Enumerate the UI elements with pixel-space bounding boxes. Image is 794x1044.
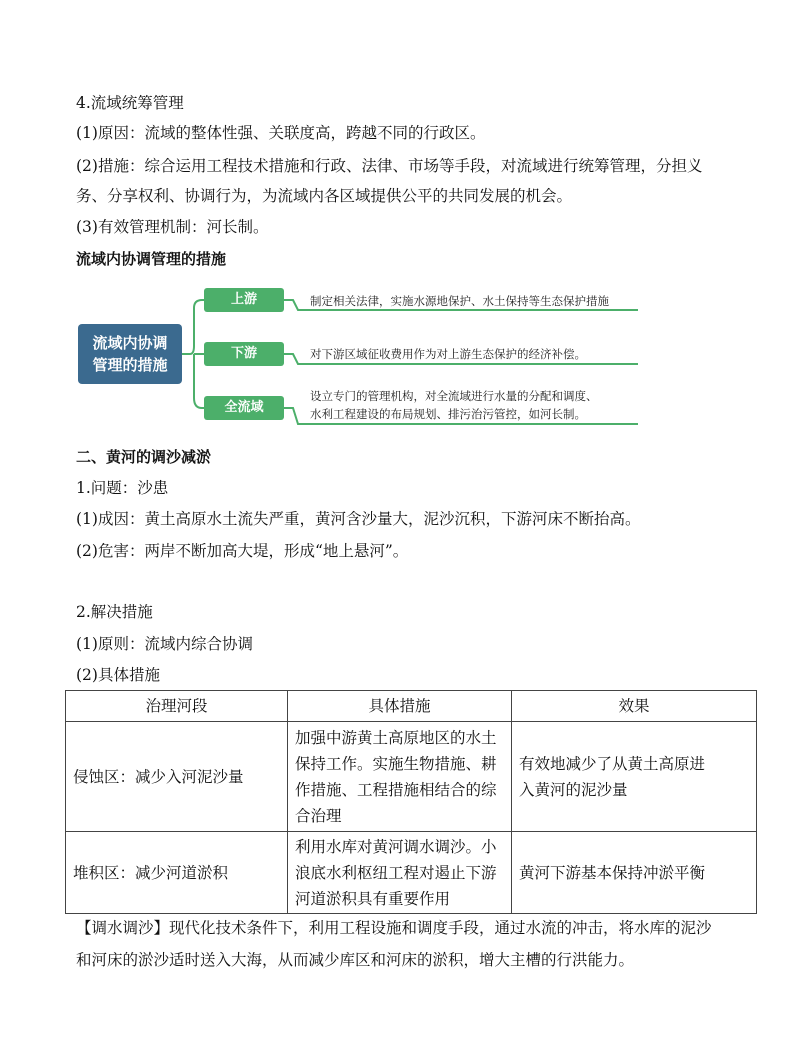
measures-text-line2: 务、分享权利、协调行为，为流域内各区域提供公平的共同发展的机会。 — [76, 187, 573, 205]
section-4-title: 4.流域统筹管理 — [76, 94, 184, 112]
cell-effect-line: 入黄河的泥沙量 — [519, 780, 628, 799]
cell-measure-line: 河道淤积具有重要作用 — [295, 889, 451, 908]
cell-measure-line: 加强中游黄土高原地区的水土 — [295, 728, 497, 747]
cause-text: (1)成因：黄土高原水土流失严重，黄河含沙量大，泥沙沉积，下游河床不断抬高。 — [76, 510, 641, 528]
cell-effect-line: 有效地减少了从黄土高原进 — [519, 754, 706, 773]
tag-whole-basin: 全流域 — [204, 396, 284, 420]
cell-measure-line: 合治理 — [295, 806, 342, 825]
harm-text: (2)危害：两岸不断加高大堤，形成“地上悬河”。 — [76, 542, 409, 560]
cell-effect — [512, 832, 757, 914]
problem-text: 1.问题：沙患 — [76, 479, 169, 497]
cell-segment: 堆积区：减少河道淤积 — [66, 832, 288, 914]
cell-segment: 侵蚀区：减少入河泥沙量 — [66, 722, 288, 832]
reason-text: (1)原因：流域的整体性强、关联度高，跨越不同的行政区。 — [76, 124, 486, 142]
cell-effect-line: 黄河下游基本保持冲淤平衡 — [519, 863, 706, 882]
desc-downstream: 对下游区域征收费用作为对上游生态保护的经济补偿。 — [310, 347, 586, 361]
measures-text-line1: (2)措施：综合运用工程技术措施和行政、法律、市场等手段，对流域进行统筹管理，分担义 — [76, 157, 703, 175]
cell-measure-line: 浪底水利枢纽工程对遏止下游 — [295, 863, 497, 882]
coordination-diagram — [78, 284, 648, 434]
cell-measure-line: 保持工作。实施生物措施、耕 — [295, 754, 497, 773]
desc-upstream: 制定相关法律，实施水源地保护、水土保持等生态保护措施 — [310, 294, 609, 308]
note-line1: 【调水调沙】现代化技术条件下，利用工程设施和调度手段，通过水流的冲击，将水库的泥沙 — [76, 919, 712, 937]
solution-title: 2.解决措施 — [76, 603, 153, 621]
cell-effect — [512, 722, 757, 832]
table-header-row — [66, 691, 757, 722]
measures-table — [65, 690, 757, 914]
cell-measure-line: 作措施、工程措施相结合的综 — [295, 780, 497, 799]
header-measure: 具体措施 — [288, 691, 512, 722]
center-label-line1: 流域内协调 — [92, 334, 168, 352]
desc-whole-basin-line1: 设立专门的管理机构，对全流域进行水量的分配和调度、 — [310, 389, 598, 403]
section-2-title: 二、黄河的调沙减淤 — [76, 448, 212, 466]
table-row — [66, 832, 757, 914]
desc-whole-basin-line2: 水利工程建设的布局规划、排污治污管控，如河长制。 — [310, 407, 586, 421]
principle-text: (1)原则：流域内综合协调 — [76, 635, 253, 653]
tag-downstream: 下游 — [204, 342, 284, 366]
header-segment: 治理河段 — [66, 691, 288, 722]
cell-measure-line: 利用水库对黄河调水调沙。小 — [295, 837, 497, 856]
note-line2: 和河床的淤沙适时送入大海，从而减少库区和河床的淤积，增大主槽的行洪能力。 — [76, 951, 635, 969]
center-box — [78, 324, 182, 384]
cell-measure — [288, 832, 512, 914]
mechanism-text: (3)有效管理机制：河长制。 — [76, 218, 269, 236]
header-effect: 效果 — [512, 691, 757, 722]
diagram-heading: 流域内协调管理的措施 — [76, 250, 227, 268]
cell-measure — [288, 722, 512, 832]
tag-upstream: 上游 — [204, 288, 284, 312]
specific-measures-label: (2)具体措施 — [76, 666, 160, 684]
table-row — [66, 722, 757, 832]
center-label-line2: 管理的措施 — [92, 356, 168, 374]
